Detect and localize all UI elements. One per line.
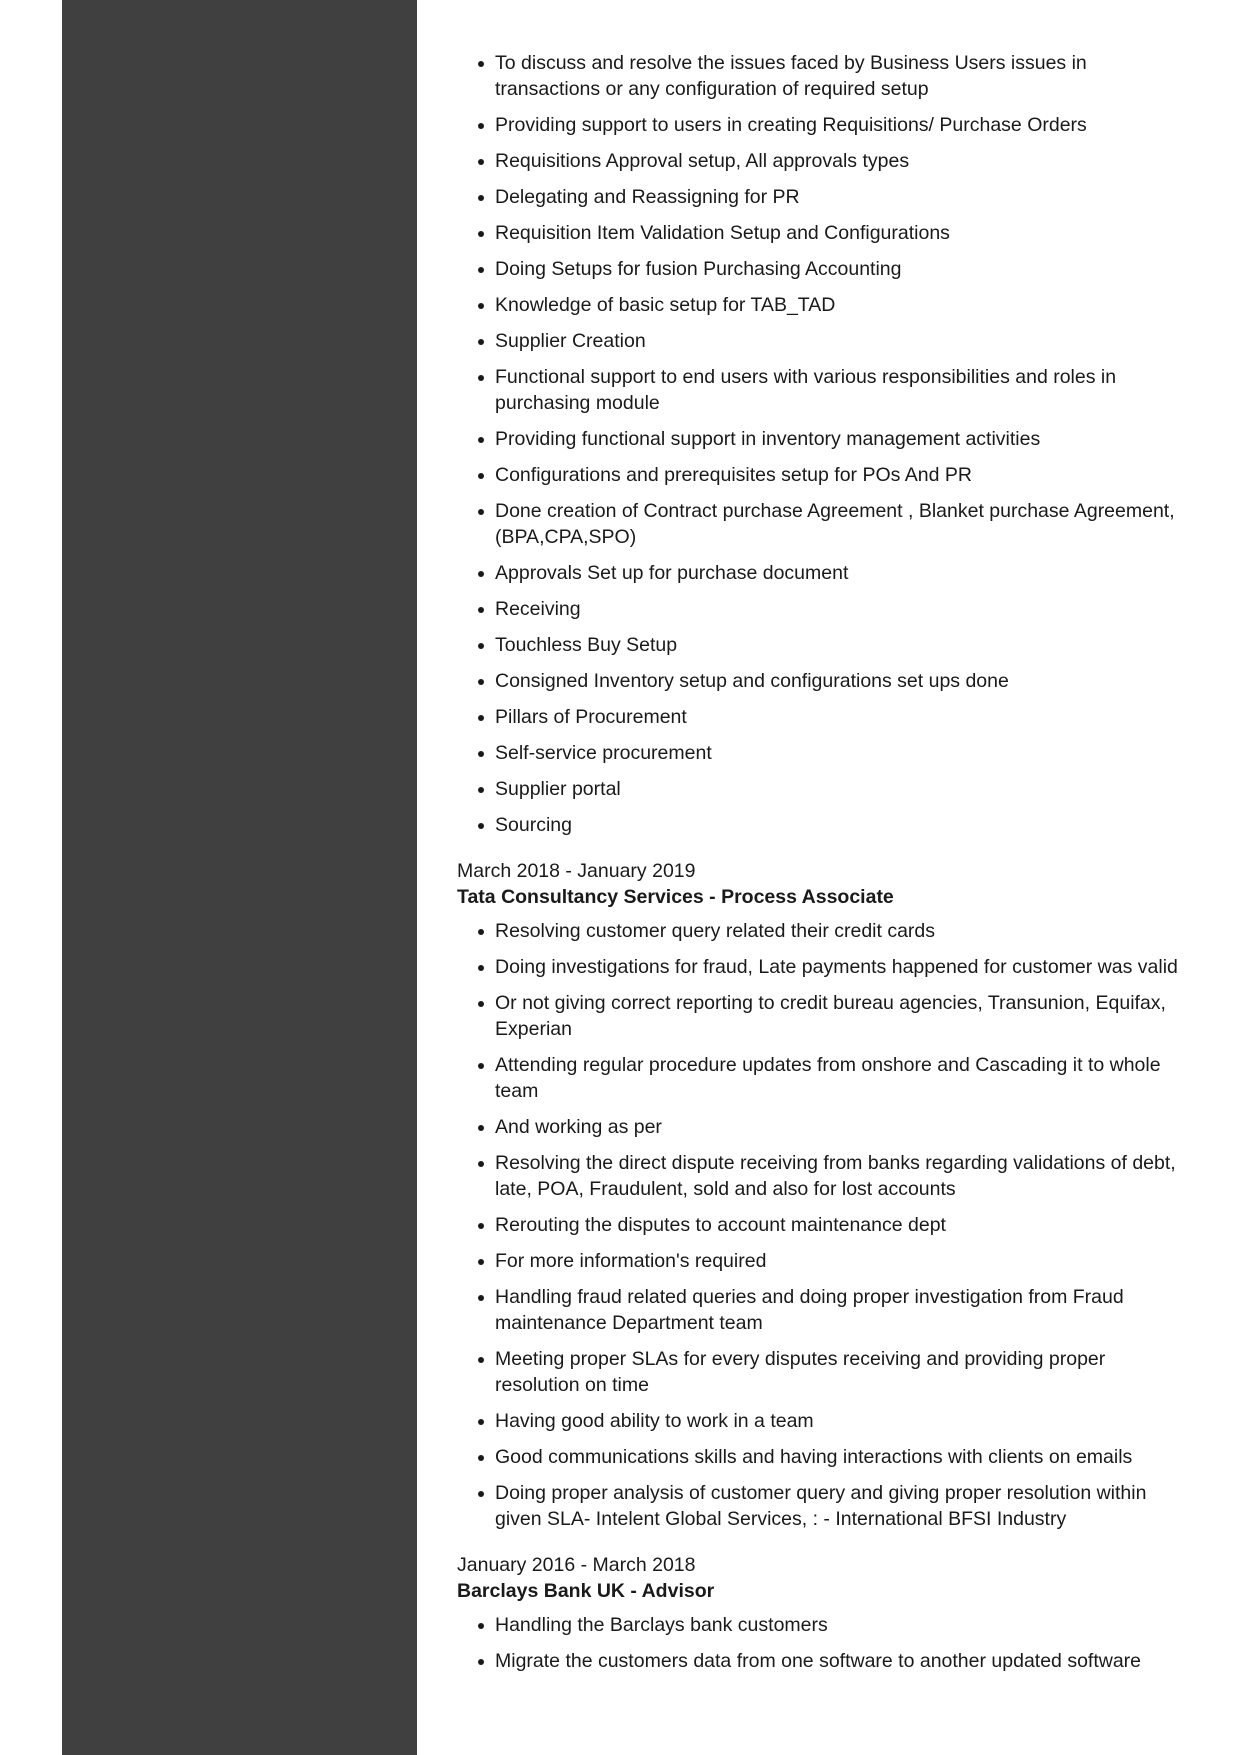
job-bullet-list — [457, 1612, 1182, 1674]
list-item: Doing Setups for fusion Purchasing Accounting — [495, 256, 1182, 282]
list-item: Having good ability to work in a team — [495, 1408, 1182, 1434]
list-item: Functional support to end users with various responsibilities and roles in purchasing module — [495, 364, 1182, 416]
list-item: Self-service procurement — [495, 740, 1182, 766]
list-item: Or not giving correct reporting to credit bureau agencies, Transunion, Equifax, Experian — [495, 990, 1182, 1042]
list-item: Touchless Buy Setup — [495, 632, 1182, 658]
job-title: Barclays Bank UK - Advisor — [457, 1580, 715, 1602]
list-item: Doing investigations for fraud, Late payments happened for customer was valid — [495, 954, 1182, 980]
job-entry-tcs — [457, 858, 1182, 1532]
list-item: Attending regular procedure updates from onshore and Cascading it to whole team — [495, 1052, 1182, 1104]
job-title: Tata Consultancy Services - Process Associate — [457, 886, 894, 908]
list-item: Supplier Creation — [495, 328, 1182, 354]
list-item: Requisition Item Validation Setup and Configurations — [495, 220, 1182, 246]
list-item: Good communications skills and having interactions with clients on emails — [495, 1444, 1182, 1470]
list-item: Consigned Inventory setup and configurations set ups done — [495, 668, 1182, 694]
job-dates: January 2016 - March 2018 — [457, 1554, 696, 1576]
list-item: Providing functional support in inventory management activities — [495, 426, 1182, 452]
list-item: Requisitions Approval setup, All approvals types — [495, 148, 1182, 174]
continued-bullet-list — [457, 50, 1182, 838]
list-item: Pillars of Procurement — [495, 704, 1182, 730]
job-entry-barclays — [457, 1552, 1182, 1674]
list-item: And working as per — [495, 1114, 1182, 1140]
list-item: Delegating and Reassigning for PR — [495, 184, 1182, 210]
list-item: Resolving customer query related their credit cards — [495, 918, 1182, 944]
list-item: Meeting proper SLAs for every disputes receiving and providing proper resolution on time — [495, 1346, 1182, 1398]
list-item: Doing proper analysis of customer query and giving proper resolution within given SLA- Intelent Global Services, : - International BFSI Industry — [495, 1480, 1182, 1532]
list-item: To discuss and resolve the issues faced by Business Users issues in transactions or any configuration of required setup — [495, 50, 1182, 102]
list-item: Receiving — [495, 596, 1182, 622]
list-item: Configurations and prerequisites setup for POs And PR — [495, 462, 1182, 488]
job-bullet-list — [457, 918, 1182, 1532]
sidebar — [62, 0, 417, 1755]
list-item: Supplier portal — [495, 776, 1182, 802]
list-item: For more information's required — [495, 1248, 1182, 1274]
list-item: Migrate the customers data from one software to another updated software — [495, 1648, 1182, 1674]
list-item: Providing support to users in creating Requisitions/ Purchase Orders — [495, 112, 1182, 138]
list-item: Approvals Set up for purchase document — [495, 560, 1182, 586]
job-dates: March 2018 - January 2019 — [457, 860, 696, 882]
list-item: Handling fraud related queries and doing proper investigation from Fraud maintenance Department team — [495, 1284, 1182, 1336]
list-item: Done creation of Contract purchase Agreement , Blanket purchase Agreement, (BPA,CPA,SPO) — [495, 498, 1182, 550]
main-content — [457, 50, 1182, 1684]
list-item: Sourcing — [495, 812, 1182, 838]
list-item: Rerouting the disputes to account maintenance dept — [495, 1212, 1182, 1238]
list-item: Resolving the direct dispute receiving from banks regarding validations of debt, late, POA, Fraudulent, sold and also for lost accounts — [495, 1150, 1182, 1202]
list-item: Knowledge of basic setup for TAB_TAD — [495, 292, 1182, 318]
list-item: Handling the Barclays bank customers — [495, 1612, 1182, 1638]
